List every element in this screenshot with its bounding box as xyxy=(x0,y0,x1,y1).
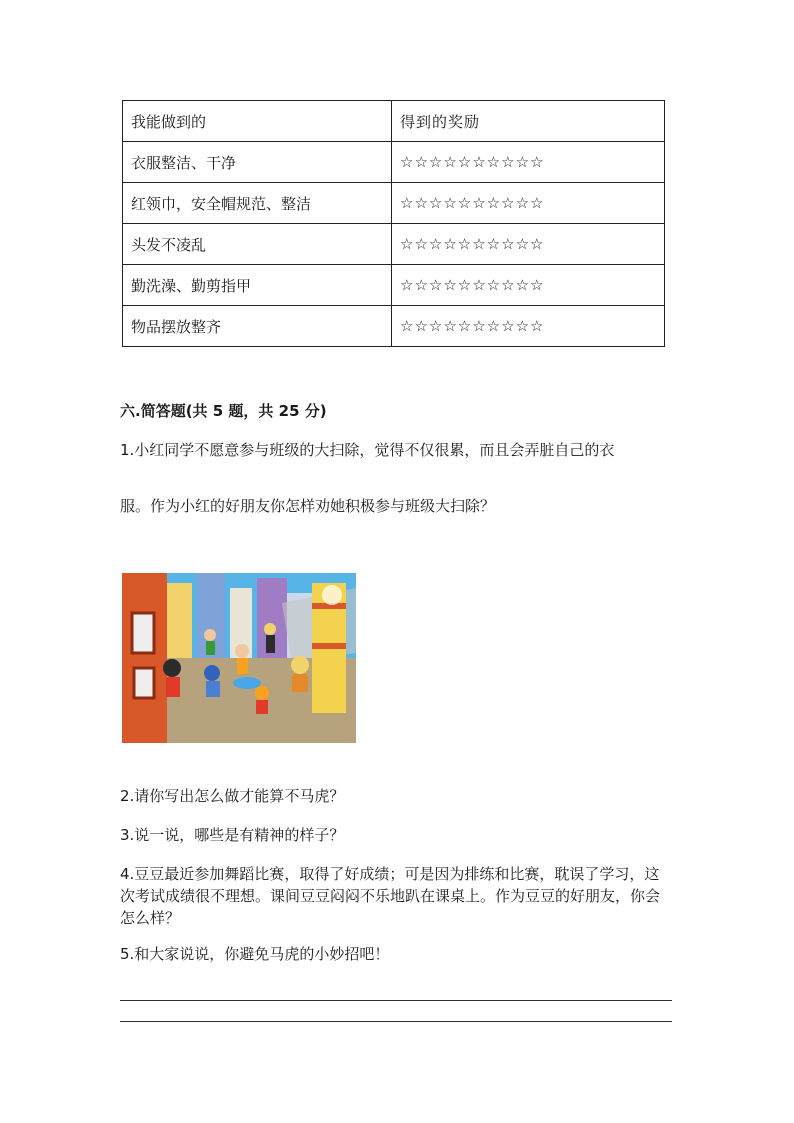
row-item: 勤洗澡、勤剪指甲 xyxy=(123,265,392,306)
question-4: 4.豆豆最近参加舞蹈比赛，取得了好成绩；可是因为排练和比赛，耽误了学习，这次考试成绩很不理想。课间豆豆闷闷不乐地趴在课桌上。作为豆豆的好朋友，你会怎么样？ xyxy=(120,865,661,927)
question-5: 5.和大家说说，你避免马虎的小妙招吧！ xyxy=(120,945,390,963)
row-stars: ☆☆☆☆☆☆☆☆☆☆ xyxy=(392,306,665,347)
cartoon-cleanup-illustration xyxy=(122,573,356,743)
row-stars: ☆☆☆☆☆☆☆☆☆☆ xyxy=(392,142,665,183)
section-title: 六.简答题(共 5 题，共 25 分) xyxy=(120,402,327,420)
answer-line-2 xyxy=(120,1021,672,1022)
row-item: 衣服整洁、干净 xyxy=(123,142,392,183)
table-row xyxy=(123,142,665,183)
header-reward: 得到的奖励 xyxy=(392,101,665,142)
table-row xyxy=(123,265,665,306)
question-2: 2.请你写出怎么做才能算不马虎？ xyxy=(120,787,345,805)
question-3: 3.说一说，哪些是有精神的样子？ xyxy=(120,826,345,844)
table-row xyxy=(123,306,665,347)
row-item: 头发不凌乱 xyxy=(123,224,392,265)
row-stars: ☆☆☆☆☆☆☆☆☆☆ xyxy=(392,265,665,306)
header-can-do: 我能做到的 xyxy=(123,101,392,142)
answer-line-1 xyxy=(120,1000,672,1001)
row-item: 红领巾，安全帽规范、整洁 xyxy=(123,183,392,224)
row-stars: ☆☆☆☆☆☆☆☆☆☆ xyxy=(392,183,665,224)
question-1-line-2: 服。作为小红的好朋友你怎样劝她积极参与班级大扫除？ xyxy=(120,497,496,515)
question-1-line-1: 1.小红同学不愿意参与班级的大扫除，觉得不仅很累，而且会弄脏自己的衣 xyxy=(120,441,615,459)
table-row xyxy=(123,183,665,224)
row-item: 物品摆放整齐 xyxy=(123,306,392,347)
row-stars: ☆☆☆☆☆☆☆☆☆☆ xyxy=(392,224,665,265)
table-row xyxy=(123,224,665,265)
table-header-row xyxy=(123,101,665,142)
reward-table xyxy=(122,100,665,347)
